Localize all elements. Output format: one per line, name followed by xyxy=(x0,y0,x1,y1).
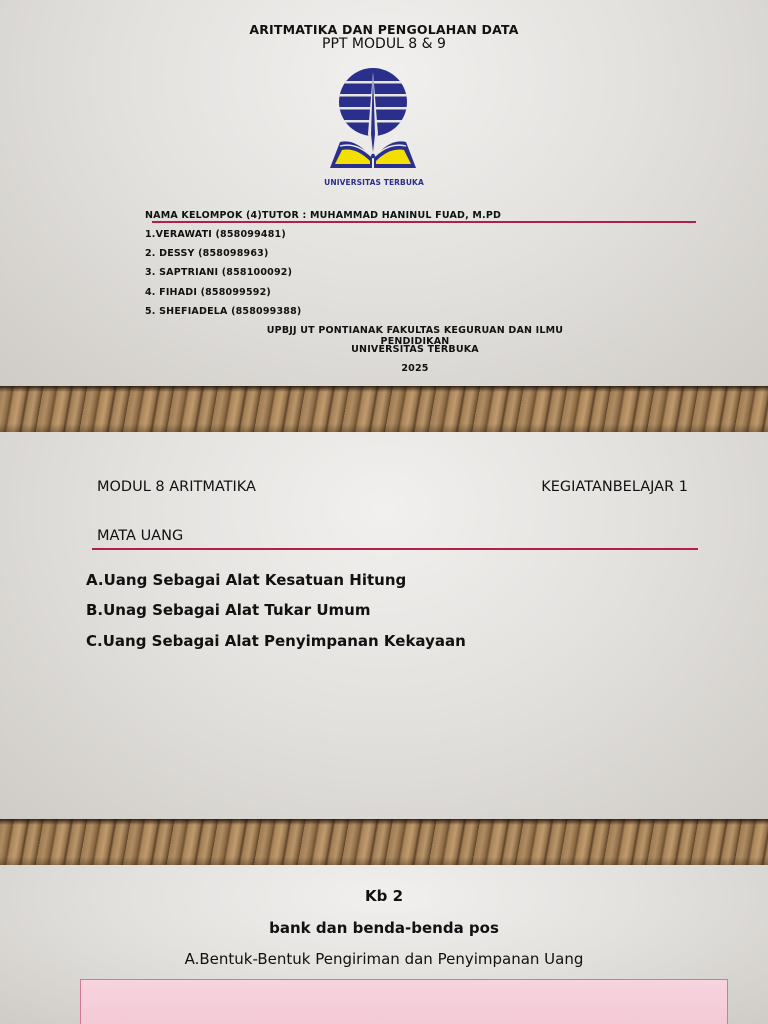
member-3: 3. SAPTRIANI (858100092) xyxy=(145,267,293,278)
member-1: 1.VERAWATI (858099481) xyxy=(145,229,286,240)
slide1-title: ARITMATIKA DAN PENGOLAHAN DATA xyxy=(249,22,519,37)
kb-item: A.Bentuk-Bentuk Pengiriman dan Penyimpanan Uang xyxy=(184,950,584,968)
slide2-divider xyxy=(92,548,698,550)
institution: UPBJJ UT PONTIANAK FAKULTAS KEGURUAN DAN ILMU PENDIDIKAN xyxy=(266,325,564,347)
section-title: MATA UANG xyxy=(97,528,184,544)
list-item: C.Uang Sebagai Alat Penyimpanan Kekayaan xyxy=(86,632,466,650)
kb-heading: Kb 2 xyxy=(364,887,404,905)
group-tutor-line: NAMA KELOMPOK (4)TUTOR : MUHAMMAD HANINUL FUAD, M.PD xyxy=(145,210,502,221)
module-heading: MODUL 8 ARITMATIKA xyxy=(97,479,256,495)
logo-text: UNIVERSITAS TERBUKA xyxy=(324,178,424,187)
activity-heading: KEGIATANBELAJAR 1 xyxy=(541,479,688,495)
university-name: UNIVERSITAS TERBUKA xyxy=(351,344,479,355)
member-4: 4. FIHADI (858099592) xyxy=(145,287,271,298)
member-2: 2. DESSY (858098963) xyxy=(145,248,269,259)
slide1-subtitle: PPT MODUL 8 & 9 xyxy=(322,36,446,52)
member-5: 5. SHEFIADELA (858099388) xyxy=(145,306,302,317)
slide1-divider xyxy=(152,221,696,223)
wood-floor-divider xyxy=(0,386,768,433)
content-box xyxy=(80,979,728,1024)
wood-floor-divider xyxy=(0,819,768,866)
year: 2025 xyxy=(401,363,429,374)
list-item: A.Uang Sebagai Alat Kesatuan Hitung xyxy=(86,571,407,589)
list-item: B.Unag Sebagai Alat Tukar Umum xyxy=(86,601,371,619)
ut-logo-icon xyxy=(318,64,430,190)
kb-subheading: bank dan benda-benda pos xyxy=(269,919,499,937)
university-logo xyxy=(318,64,430,190)
